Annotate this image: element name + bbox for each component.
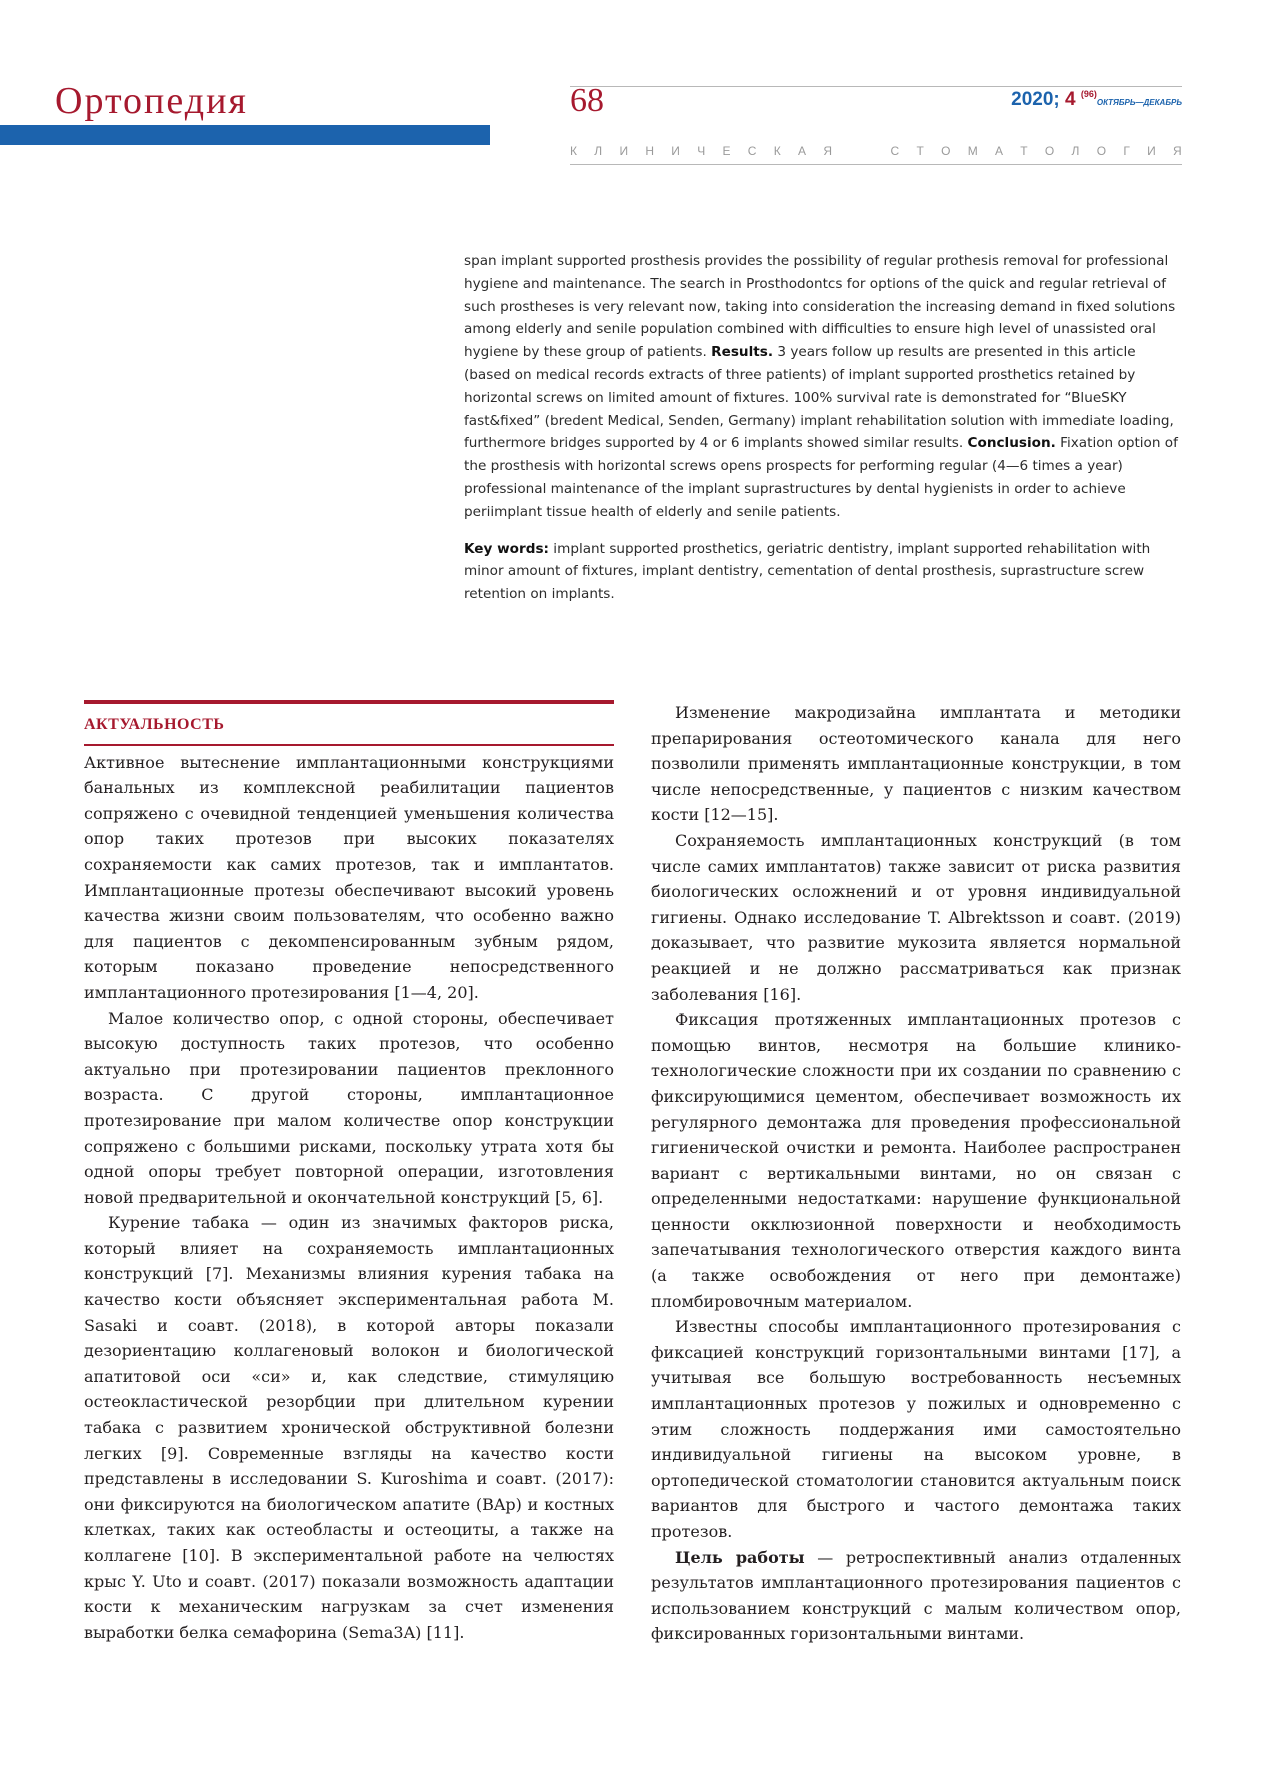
journal-name (570, 144, 1182, 160)
abstract (464, 250, 1180, 606)
body-paragraph: Активное вытеснение имплантационными конструкциями банальных из комплексной реабилитации пациентов сопряжено с очевидной тенденцией уменьшения количества опор таких протезов при высоких показателях сохраняемости как самих протезов, так и имплантатов. Имплантационные протезы обеспечивают высокий уровень качества жизни своим пользователям, что особенно важно для пациентов с декомпенсированным зубным рядом, которым показано проведение непосредственного имплантационного протезирования [1—4, 20]. (84, 752, 614, 1002)
journal-name-letter (870, 144, 873, 160)
journal-name-letter: Е (722, 144, 731, 158)
body-paragraph: Изменение макродизайна имплантата и методики препарирования остеотомического канала для него позволили применять имплантационные конструкции, в том числе непосредственные, у пациентов с низким качеством кости [12—15]. (651, 703, 1181, 825)
journal-name-letter: Г (1123, 144, 1130, 158)
journal-name-letter: О (1044, 144, 1055, 158)
keywords-label: Key words: (464, 540, 549, 557)
conclusion-label: Conclusion. (967, 435, 1056, 452)
aim-text: — ретроспективный анализ отдаленных результатов имплантационного протезирования пациентов с использованием конструкций с малым количеством опор, фиксированных горизонтальными винтами. (651, 1547, 1182, 1644)
left-column (84, 700, 614, 1645)
page-number: 68 (570, 82, 604, 119)
journal-name-letter: С (747, 144, 757, 158)
journal-name-letter: К (570, 144, 577, 158)
journal-name-letter: Ч (697, 144, 706, 158)
heading-rule-top (84, 700, 614, 704)
body-paragraph: Известны способы имплантационного протезирования с фиксацией конструкций горизонтальными винтами [17], а учитывая все большую востребованность несъемных имплантационных протезов у пожилых и одновременно с этим сложность поддержания ими самостоятельно индивидуальной гигиены на высоком уровне, в ортопедической стоматологии становится актуальным поиск вариантов для быстрого и частого демонтажа таких протезов. (651, 1317, 1181, 1541)
results-label: Results. (711, 344, 774, 361)
journal-name-letter: К (773, 144, 781, 158)
issue-year: 2020; (1011, 89, 1060, 110)
journal-name-letter: И (619, 144, 629, 158)
journal-name-letter: И (1147, 144, 1156, 158)
journal-name-letter: И (671, 144, 680, 158)
journal-name-letter: О (941, 144, 951, 158)
journal-name-letter (849, 144, 852, 160)
keywords (464, 538, 1180, 606)
journal-name-letter: Я (823, 144, 832, 158)
journal-name-letter: А (995, 144, 1004, 158)
aim-paragraph (651, 1545, 1181, 1647)
journal-name-letter: Л (1071, 144, 1080, 158)
journal-name-letter: С (890, 144, 900, 158)
conclusion-text: Fixation option of the prosthesis with horizontal screws opens prospects for performing regular (4—6 times a year) professional maintenance of the implant suprastructures by dental hygienists in order to achieve periimplant tissue health of elderly and senile patients. (464, 435, 1178, 520)
abstract-paragraph (464, 250, 1180, 524)
section-heading: АКТУАЛЬНОСТЬ (84, 716, 225, 733)
section-title: Ортопедия (55, 80, 248, 122)
right-column (651, 700, 1181, 1647)
journal-name-letter: О (1096, 144, 1107, 158)
keywords-text: implant supported prosthetics, geriatric dentistry, implant supported rehabilitation with minor amount of fixtures, implant dentistry, cementation of dental prosthesis, suprastructure screw retention on implants. (464, 540, 1151, 603)
issue-months: ОКТЯБРЬ—ДЕКАБРЬ (1096, 98, 1182, 107)
journal-name-letter: Н (645, 144, 655, 158)
body-paragraph: Малое количество опор, с одной стороны, обеспечивает высокую доступность таких протезов, что особенно актуально при протезировании пациентов преклонного возраста. С другой стороны, имплантационное протезирование при малом количестве опор конструкции сопряжено с большими рисками, поскольку утрата хотя бы одной опоры требует повторной операции, изготовления новой предварительной и окончательной конструкций [5, 6]. (84, 1008, 614, 1207)
aim-label: Цель работы (675, 1547, 805, 1567)
journal-name-letter: М (967, 144, 978, 158)
issue-number: 4 (1065, 89, 1076, 110)
body-paragraph: Курение табака — один из значимых факторов риска, который влияет на сохраняемость имплантационных конструкций [7]. Механизмы влияния курения табака на качество кости объясняет экспериментальная работа M. Sasaki и соавт. (2018), в которой авторы показали дезориентацию коллагеновый волокон и биологической апатитовой оси «си» и, как следствие, стимуляцию остеокластической резорбции при длительном курении табака с развитием хронической обструктивной болезни легких [9]. Современные взгляды на качество кости представлены в исследовании S. Kuroshima и соавт. (2017): они фиксируются на биологическом апатите (BAp) и костных клетках, таких как остеобласты и остеоциты, а также на коллагене [10]. В экспериментальной работе на челюстях крыс Y. Uto и соавт. (2017) показали возможность адаптации кости к механическим нагрузкам за счет изменения выработки белка семафорина (Sema3A) [11]. (84, 1213, 614, 1642)
section-color-bar (0, 125, 490, 145)
results-text: 3 years follow up results are presented in this article (based on medical records extracts of three patients) of implant supported prosthetics retained by horizontal screws on limited amount of fixtures. 100% survival rate is demonstrated for “BlueSKY fast&fixed” (bredent Medical, Senden, Germany) implant rehabilitation solution with immediate loading, furthermore bridges supported by 4 or 6 implants showed similar results. (464, 344, 1174, 452)
journal-name-letter: Я (1173, 144, 1182, 158)
journal-name-letter: Л (594, 144, 603, 158)
journal-name-letter: А (798, 144, 807, 158)
issue-total-number: (96) (1080, 89, 1097, 99)
body-paragraph: Сохраняемость имплантационных конструкций (в том числе самих имплантатов) также зависит от риска развития биологических осложнений и от уровня индивидуальной гигиены. Однако исследование T. Albrektsson и соавт. (2019) доказывает, что развитие мукозита является нормальной реакцией и не должно рассматриваться как признак заболевания [16]. (651, 830, 1181, 1004)
header-rule-top (570, 86, 1182, 87)
section-heading-block (84, 700, 614, 746)
header-rule-bottom (570, 164, 1182, 165)
issue-info (1011, 90, 1182, 109)
heading-rule-bottom (84, 744, 614, 746)
body-paragraph: Фиксация протяженных имплантационных протезов с помощью винтов, несмотря на большие клинико-технологические сложности при их создании по сравнению с фиксирующимися цементом, обеспечивает возможность их регулярного демонтажа для проведения профессиональной гигиенической очистки и ремонта. Наиболее распространен вариант с вертикальными винтами, но он связан с определенными недостатками: нарушение функциональной ценности окклюзионной поверхности и необходимость запечатывания технологического отверстия каждого винта (а также освобождения от него при демонтаже) пломбировочным материалом. (651, 1010, 1181, 1311)
journal-name-letter: Т (916, 144, 924, 158)
abstract-intro: span implant supported prosthesis provides the possibility of regular prothesis removal for professional hygiene and maintenance. The search in Prosthodontcs for options of the quick and regular retrieval of such prostheses is very relevant now, taking into consideration the increasing demand in fixed solutions among elderly and senile population combined with difficulties to ensure high level of unassisted oral hygiene by these group of patients. (464, 253, 1176, 361)
journal-name-letter: Т (1020, 144, 1028, 158)
